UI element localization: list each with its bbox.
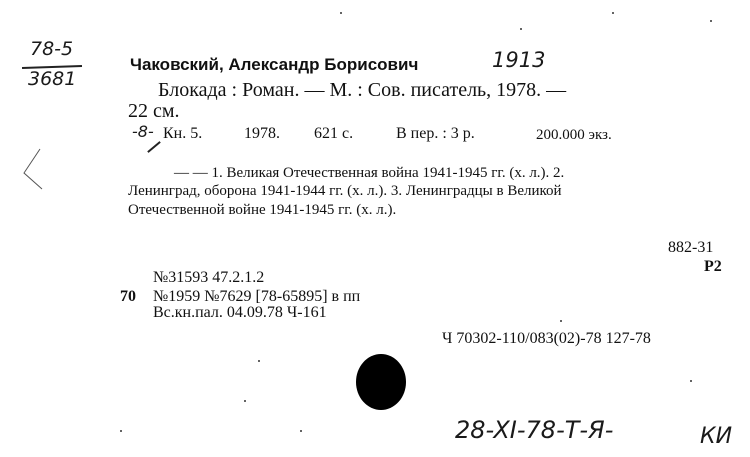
title-line: Блокада : Роман. — М. : Сов. писатель, 1978. — <box>158 79 567 101</box>
volume-mark-arrow <box>147 141 161 153</box>
volume-binding: В пер. : 3 р. <box>396 125 475 142</box>
subjects-line-3: Отечественной войне 1941-1945 гг. (х. л.). <box>128 202 397 218</box>
size-line: 22 см. <box>128 100 180 122</box>
volume-year: 1978. <box>244 125 280 142</box>
volume-copies: 200.000 экз. <box>536 127 612 143</box>
call-number-bottom: 3681 <box>28 68 77 90</box>
volume-book: Кн. 5. <box>163 125 203 142</box>
volume-pages: 621 с. <box>314 125 354 142</box>
pencil-mark <box>18 145 48 195</box>
birth-year-handwritten: 1913 <box>492 48 546 72</box>
registry-line-2: №1959 №7629 [78-65895] в пп <box>153 288 361 305</box>
classification-code-2: Р2 <box>704 258 722 275</box>
registry-line-2-prefix: 70 <box>120 288 136 305</box>
registry-line-1: №31593 47.2.1.2 <box>153 269 265 286</box>
footer-date-handwritten: 28-XI-78-Т-Я- <box>455 416 614 444</box>
call-number-top: 78-5 <box>30 38 74 60</box>
registry-line-3: Вс.кн.пал. 04.09.78 Ч-161 <box>153 304 327 321</box>
footer-initials-handwritten: КИ <box>700 424 733 449</box>
punch-hole <box>356 354 406 410</box>
classification-code-1: 882-31 <box>668 239 714 256</box>
subjects-line-1: — — 1. Великая Отечественная война 1941-1945 гг. (х. л.). 2. <box>174 165 565 181</box>
volume-mark-handwritten: -8- <box>132 122 154 141</box>
author-heading: Чаковский, Александр Борисович <box>130 55 419 74</box>
index-line: Ч 70302-110/083(02)-78 127-78 <box>442 330 651 347</box>
subjects-line-2: Ленинград, оборона 1941-1944 гг. (х. л.). 3. Ленинградцы в Великой <box>128 183 562 199</box>
